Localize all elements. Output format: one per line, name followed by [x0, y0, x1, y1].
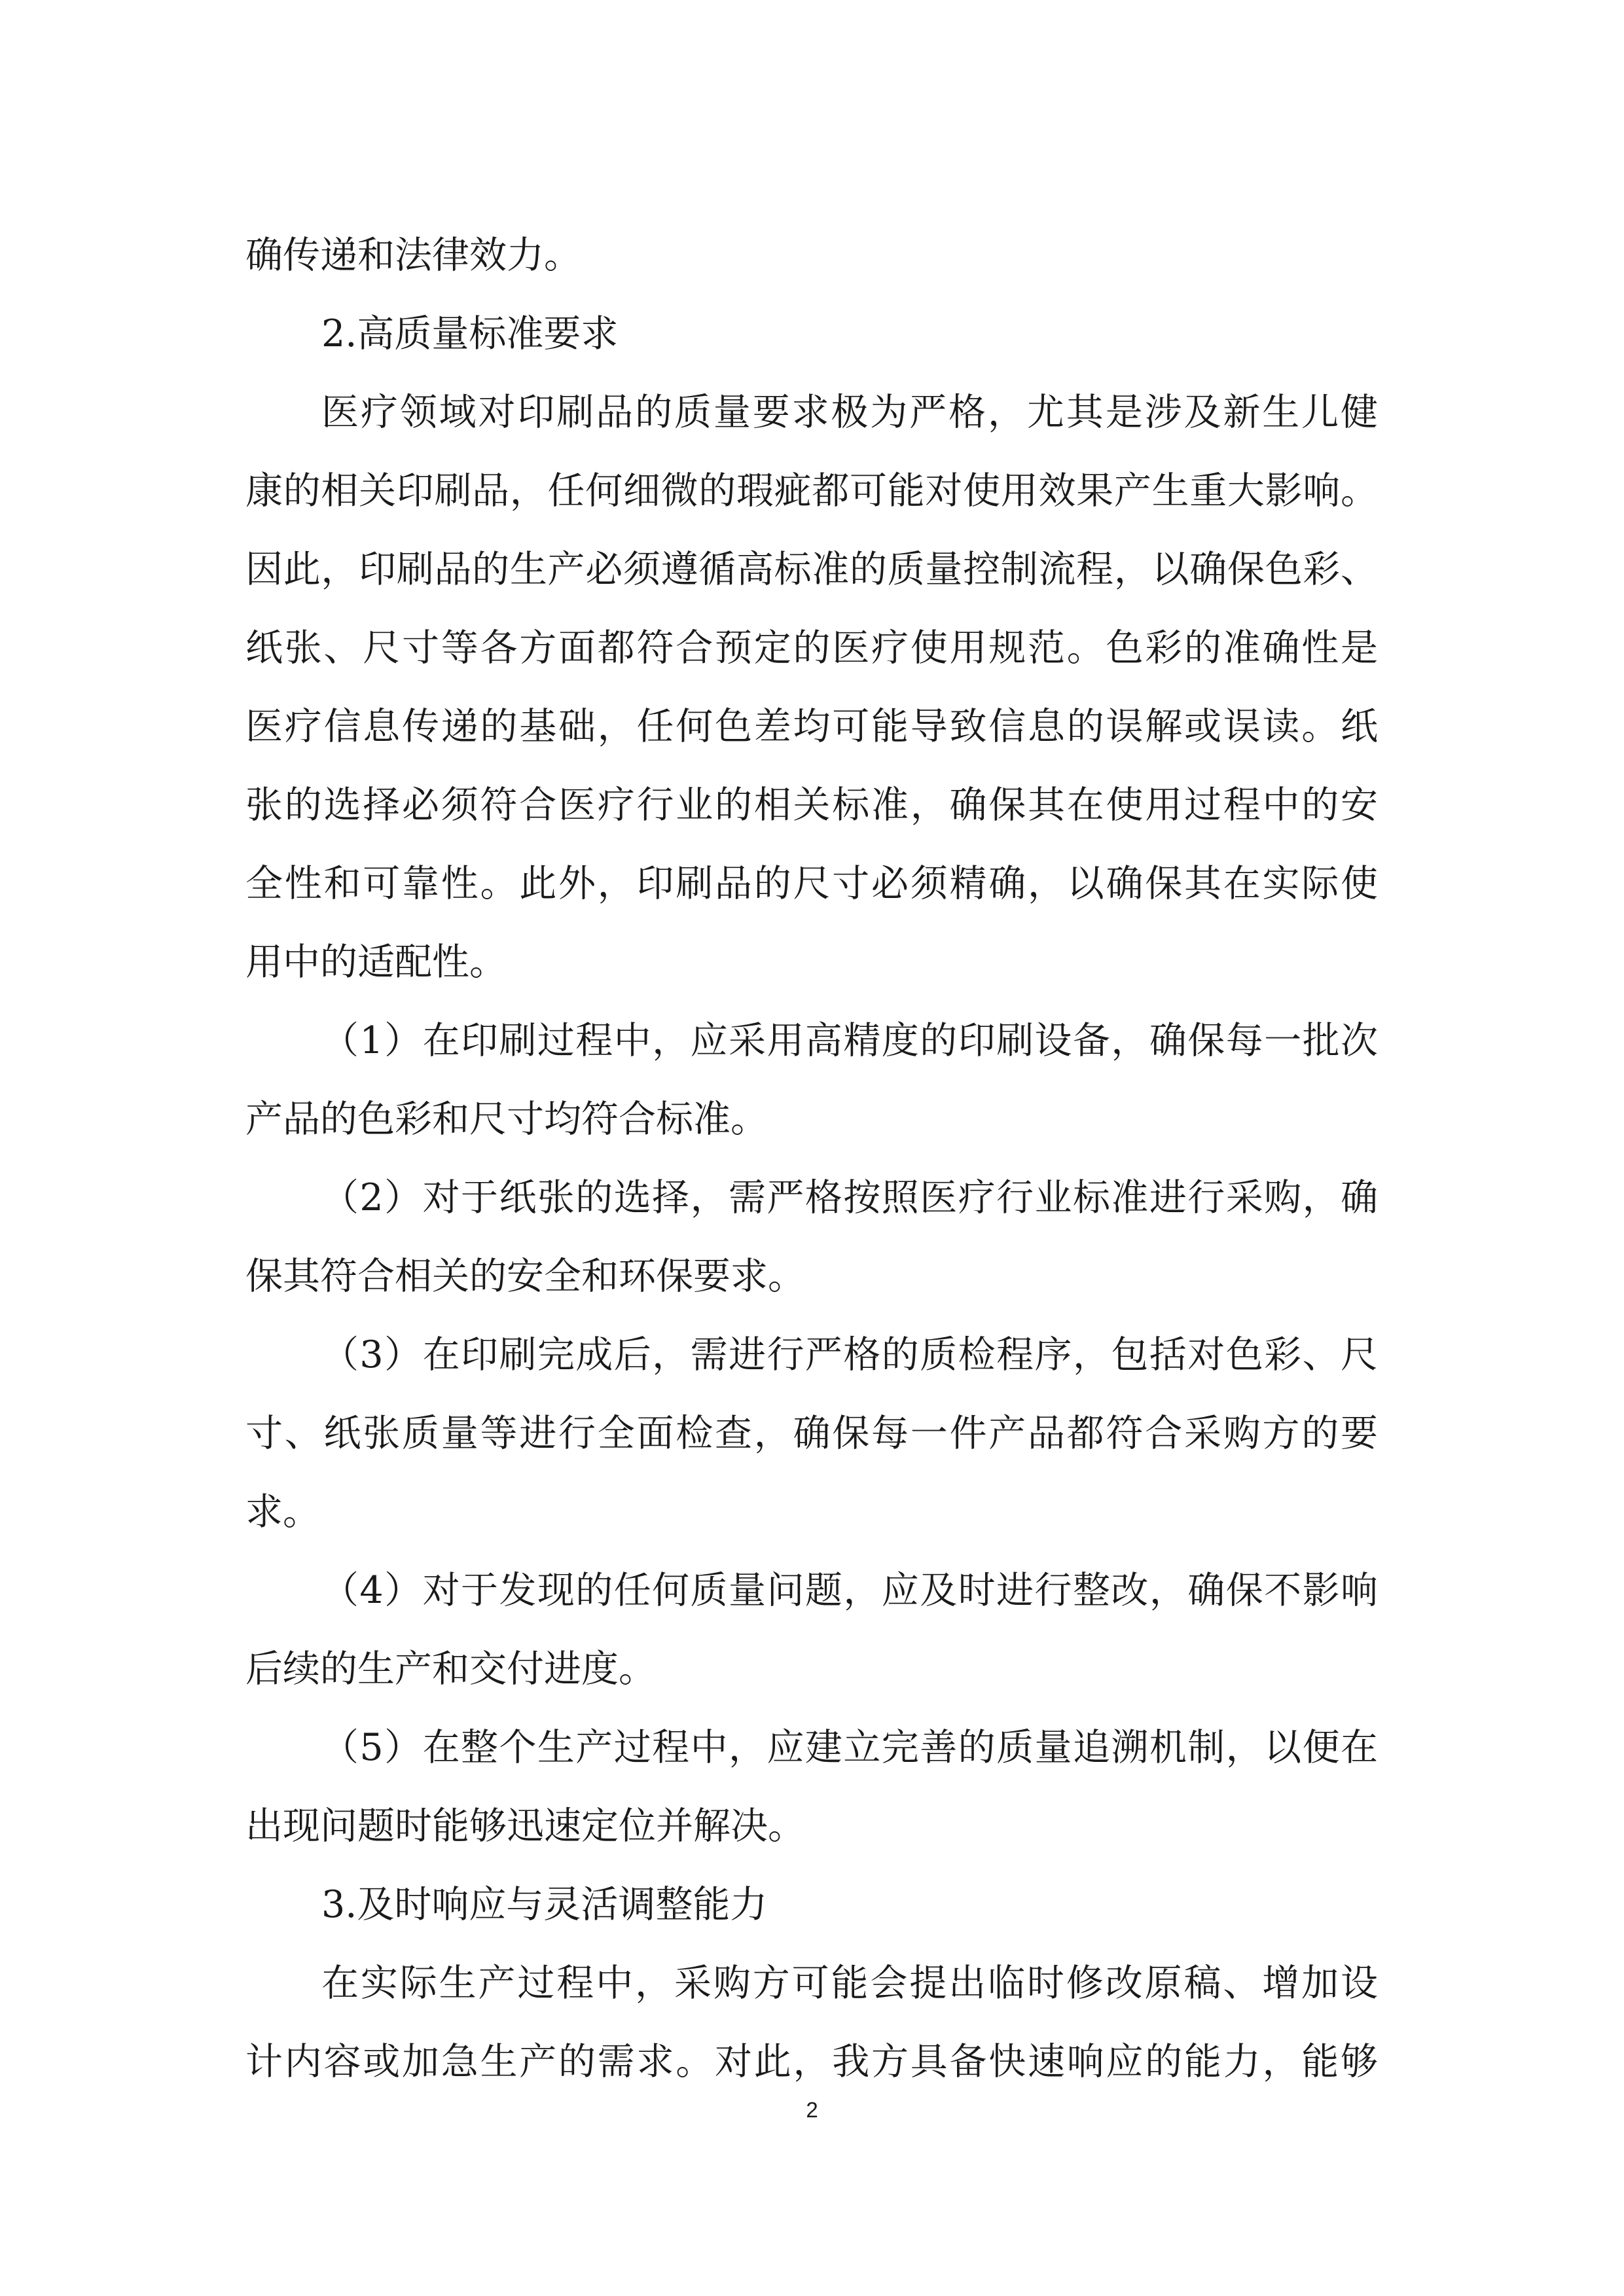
paragraph-line: 因此，印刷品的生产必须遵循高标准的质量控制流程，以确保色彩、 — [245, 548, 1378, 591]
paragraph-line: 康的相关印刷品，任何细微的瑕疵都可能对使用效果产生重大影响。 — [245, 469, 1378, 512]
paragraph-line: 在实际生产过程中，采购方可能会提出临时修改原稿、增加设 — [321, 1962, 1378, 2005]
paragraph-line: 医疗信息传递的基础，任何色差均可能导致信息的误解或误读。纸 — [245, 705, 1378, 748]
list-item-line: 出现问题时能够迅速定位并解决。 — [245, 1804, 805, 1848]
paragraph-line: 确传递和法律效力。 — [245, 234, 581, 277]
list-item-line: 求。 — [245, 1490, 320, 1534]
list-item-line: 后续的生产和交付进度。 — [245, 1647, 656, 1691]
paragraph-line: 全性和可靠性。此外，印刷品的尺寸必须精确，以确保其在实际使 — [245, 862, 1378, 905]
paragraph-line: 张的选择必须符合医疗行业的相关标准，确保其在使用过程中的安 — [245, 783, 1378, 827]
page-number: 2 — [806, 2098, 818, 2122]
section-heading: 3.及时响应与灵活调整能力 — [321, 1883, 768, 1926]
list-item-line: （1）在印刷过程中，应采用高精度的印刷设备，确保每一批次 — [321, 1019, 1378, 1062]
list-item-line: 保其符合相关的安全和环保要求。 — [245, 1255, 805, 1298]
paragraph-line: 计内容或加急生产的需求。对此，我方具备快速响应的能力，能够 — [245, 2040, 1378, 2083]
list-item-line: （3）在印刷完成后，需进行严格的质检程序，包括对色彩、尺 — [321, 1333, 1378, 1376]
section-heading: 2.高质量标准要求 — [321, 312, 619, 355]
paragraph-line: 用中的适配性。 — [245, 941, 507, 984]
list-item-line: 产品的色彩和尺寸均符合标准。 — [245, 1098, 768, 1141]
paragraph-line: 纸张、尺寸等各方面都符合预定的医疗使用规范。色彩的准确性是 — [245, 626, 1378, 670]
list-item-line: （2）对于纸张的选择，需严格按照医疗行业标准进行采购，确 — [321, 1176, 1378, 1219]
body-text — [245, 216, 1378, 2101]
list-item-line: 寸、纸张质量等进行全面检查，确保每一件产品都符合采购方的要 — [245, 1412, 1378, 1455]
list-item-line: （5）在整个生产过程中，应建立完善的质量追溯机制，以便在 — [321, 1726, 1378, 1769]
list-item-line: （4）对于发现的任何质量问题，应及时进行整改，确保不影响 — [321, 1569, 1378, 1612]
paragraph-line: 医疗领域对印刷品的质量要求极为严格，尤其是涉及新生儿健 — [321, 391, 1378, 434]
